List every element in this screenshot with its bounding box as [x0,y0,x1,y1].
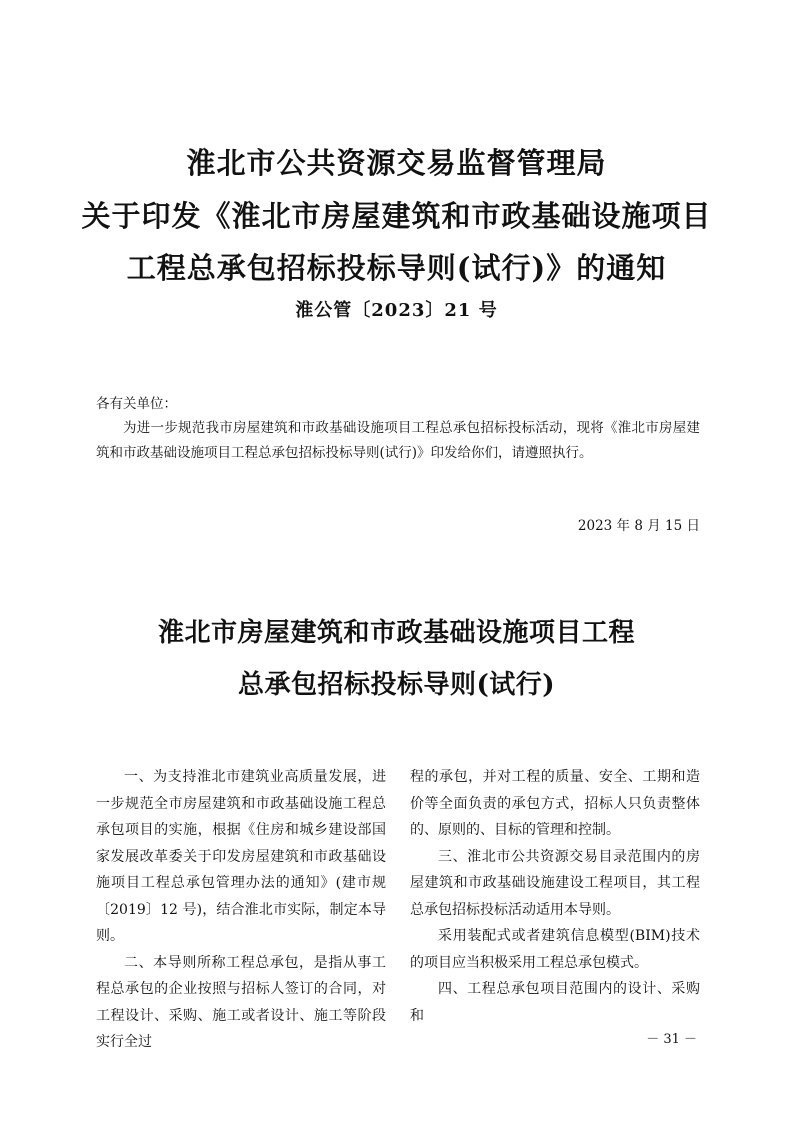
notice-title-line-1: 淮北市公共资源交易监督管理局 [186,146,607,180]
paragraph-continued: 程的承包，并对工程的质量、安全、工期和造价等全面负责的承包方式，招标人只负责整体的、原则的、目标的管理和控制。 [410,769,700,838]
notice-date: 2023 年 8 月 15 日 [577,518,700,534]
paragraph: 一、为支持淮北市建筑业高质量发展，进一步规范全市房屋建筑和市政基础设施工程总承包项目的实施，根据《住房和城乡建设部国家发展改革委关于印发房屋建筑和市政基础设施项目工程总承包管理办法的通知》(建市规〔2019〕12 号)，结合淮北市实际，制定本导则。 [96,769,386,944]
document-number: 淮公管〔2023〕21 号 [295,300,498,321]
right-text-column [410,764,700,1029]
salutation: 各有关单位： [96,396,177,412]
regulation-title-line-1: 淮北市房屋建筑和市政基础设施项目工程 [157,618,635,648]
notice-body: 为进一步规范我市房屋建筑和市政基础设施项目工程总承包招标投标活动，现将《淮北市房屋建筑和市政基础设施项目工程总承包招标投标导则(试行)》印发给你们，请遵照执行。 [96,420,700,461]
paragraph: 二、本导则所称工程总承包，是指从事工程总承包的企业按照与招标人签订的合同，对工程设计、采购、施工或者设计、施工等阶段实行全过 [96,954,386,1050]
notice-title-line-2: 关于印发《淮北市房屋建筑和市政基础设施项目 [81,199,712,233]
notice-title-line-3: 工程总承包招标投标导则(试行)》的通知 [126,251,667,285]
regulation-title-line-2: 总承包招标投标导则(试行) [237,670,556,700]
paragraph: 四、工程总承包项目范围内的设计、采购和 [410,981,700,1024]
paragraph: 三、淮北市公共资源交易目录范围内的房屋建筑和市政基础设施建设工程项目，其工程总承包招标投标活动适用本导则。 [410,848,700,918]
left-text-column [96,764,386,1056]
page-number: － 31 － [646,1032,697,1047]
paragraph: 采用装配式或者建筑信息模型(BIM)技术的项目应当积极采用工程总承包模式。 [410,928,700,971]
